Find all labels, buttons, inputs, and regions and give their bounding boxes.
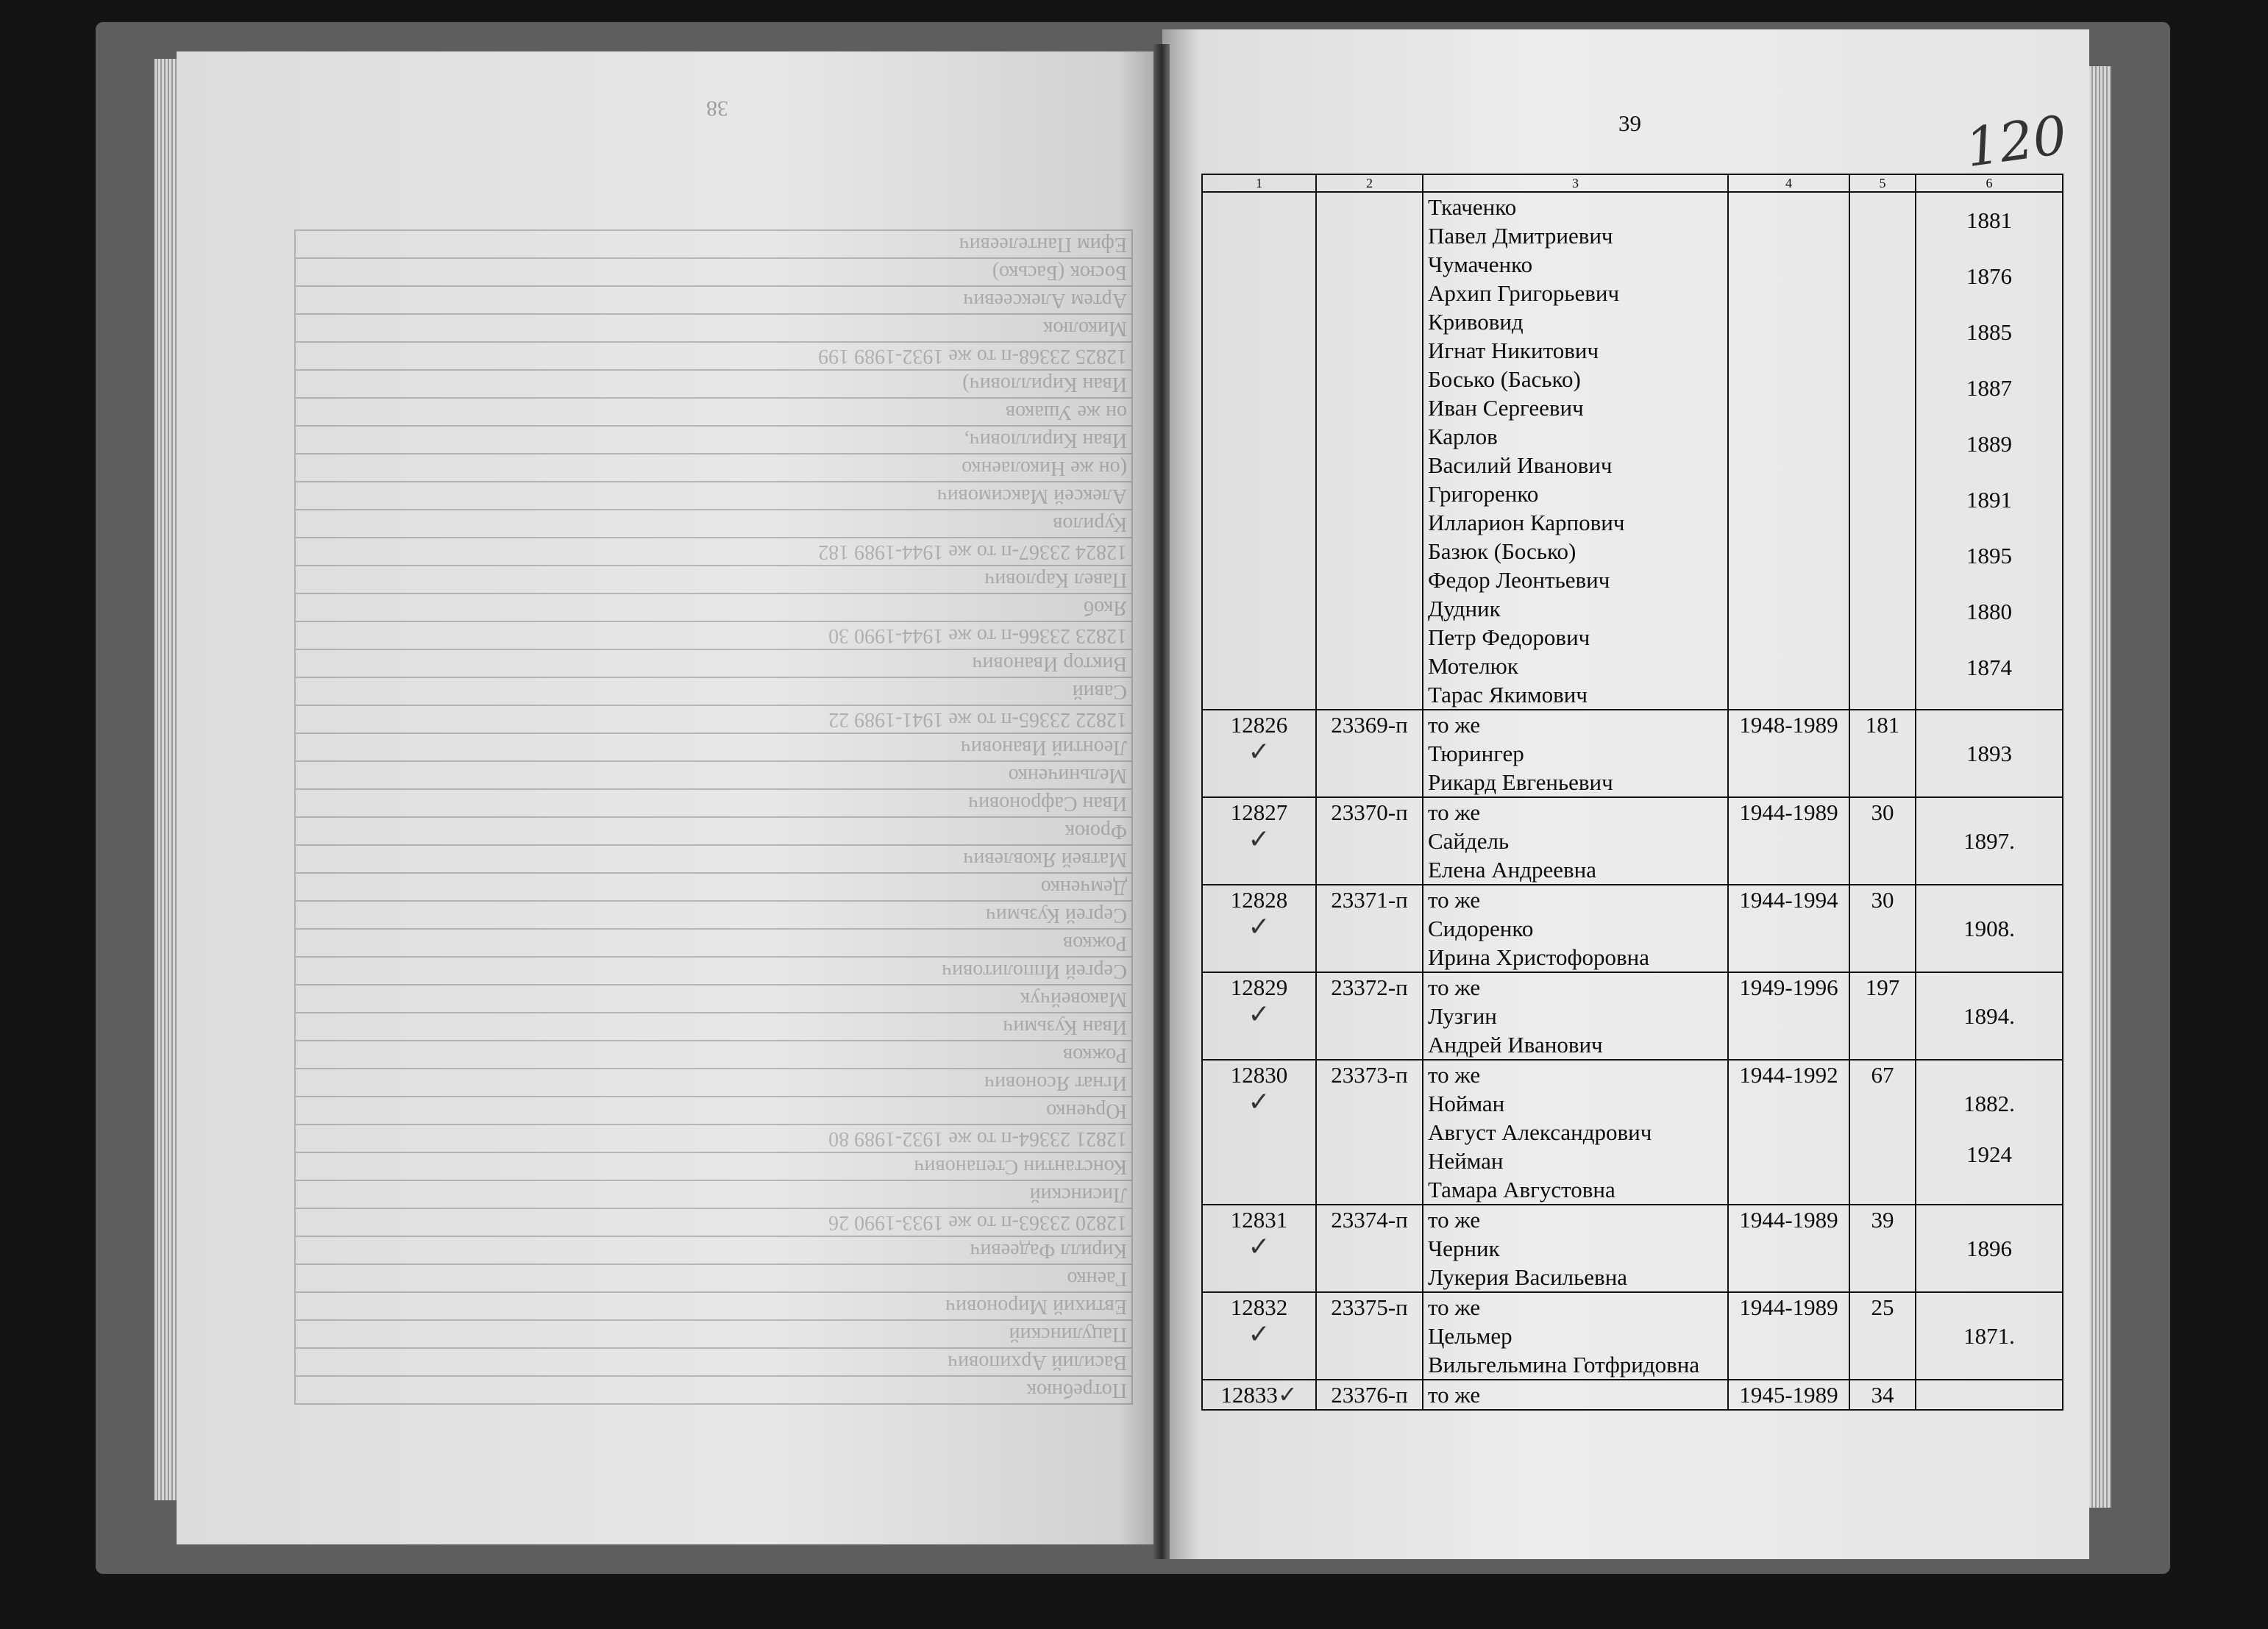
- cell-birth-years: [1916, 972, 2063, 1060]
- cell-names: [1423, 1380, 1728, 1410]
- cell-period: [1728, 797, 1849, 885]
- bleed-row: [295, 482, 1132, 510]
- bleed-row: [295, 817, 1132, 845]
- person-name: Григоренко: [1428, 481, 1539, 507]
- bleed-line: Иван Кириллович): [295, 370, 1132, 398]
- cell-code: [1316, 1292, 1423, 1380]
- sheet-count: 30: [1871, 799, 1894, 825]
- date-range: 1949-1996: [1739, 974, 1838, 1000]
- bleed-line: он же Ушаков: [295, 398, 1132, 426]
- checkmark-icon: ✓: [1277, 1381, 1298, 1408]
- person-name: Базюк (Босько): [1428, 538, 1576, 564]
- bleed-line: Маковейчук: [295, 985, 1132, 1013]
- cell-count: [1849, 710, 1916, 797]
- checkmark-icon: ✓: [1248, 824, 1270, 854]
- bleed-row: [295, 761, 1132, 789]
- bleed-line: Иван Сафронович: [295, 789, 1132, 817]
- bleed-row: [295, 454, 1132, 482]
- table-row: [1202, 1205, 2063, 1292]
- bleed-row: [295, 1041, 1132, 1069]
- person-name: Нойман: [1428, 1091, 1505, 1116]
- cell-num: [1202, 797, 1316, 885]
- person-name: Игнат Никитович: [1428, 338, 1599, 363]
- bleed-row: [295, 314, 1132, 342]
- bleed-line: Евтихий Миронович: [295, 1292, 1132, 1320]
- spacer: [1921, 1061, 2058, 1089]
- cell-count: [1849, 1292, 1916, 1380]
- table-row: [1202, 1380, 2063, 1410]
- registry-table: [1201, 174, 2063, 1411]
- person-name: Елена Андреевна: [1428, 857, 1597, 883]
- cell-count: [1849, 797, 1916, 885]
- sheet-count: 25: [1871, 1294, 1894, 1320]
- bleed-row: [295, 510, 1132, 538]
- table-row: [1202, 885, 2063, 972]
- cell-num: [1202, 192, 1316, 710]
- checkmark-icon: ✓: [1248, 999, 1270, 1029]
- checkmark-icon: ✓: [1248, 1087, 1270, 1116]
- bleed-line: Пацулинский: [295, 1320, 1132, 1348]
- cell-names: [1423, 1205, 1728, 1292]
- bleed-row: [295, 957, 1132, 985]
- bleed-line: Леонтий Иванович: [295, 733, 1132, 761]
- cell-code: [1316, 1380, 1423, 1410]
- record-number: 12833: [1220, 1382, 1278, 1408]
- bleed-row: [295, 426, 1132, 454]
- file-code: 23369-п: [1331, 712, 1408, 738]
- bleed-line: (он же Николаенко: [295, 454, 1132, 482]
- cell-birth-years: [1916, 710, 2063, 797]
- spacer: [1921, 710, 2058, 739]
- same-as-note: то же: [1428, 712, 1481, 738]
- date-range: 1945-1989: [1739, 1382, 1838, 1408]
- cell-code: [1316, 797, 1423, 885]
- checkmark-icon: ✓: [1248, 1319, 1270, 1349]
- bleed-row: [295, 538, 1132, 566]
- bleed-line: 12821 23364-п то же 1932-1989 80: [295, 1124, 1132, 1152]
- cell-code: [1316, 972, 1423, 1060]
- birth-year: 1871.: [1963, 1323, 2015, 1349]
- bleed-row: [295, 594, 1132, 621]
- bleed-row: [295, 929, 1132, 957]
- bleed-line: Юрченко: [295, 1097, 1132, 1124]
- table-row: [1202, 1292, 2063, 1380]
- birth-year: 1924: [1966, 1141, 2012, 1167]
- person-name: Тарас Якимович: [1428, 682, 1588, 707]
- spacer: [1921, 1205, 2058, 1234]
- bleed-line: Кирилл Фадеевич: [295, 1236, 1132, 1264]
- cell-names: [1423, 1060, 1728, 1205]
- bleed-row: [295, 733, 1132, 761]
- bleed-line: 12824 23367-п то же 1944-1989 182: [295, 538, 1132, 566]
- bleed-line: Рожков: [295, 1041, 1132, 1069]
- birth-year: 1908.: [1963, 916, 2015, 941]
- person-name: Нейман: [1428, 1148, 1504, 1174]
- birth-year: 1893: [1966, 741, 2012, 766]
- checkmark-icon: ✓: [1248, 912, 1270, 941]
- file-code: 23376-п: [1331, 1382, 1408, 1408]
- person-name: Архип Григорьевич: [1428, 280, 1620, 306]
- bleed-line: Виктор Иванович: [295, 649, 1132, 677]
- cell-names: [1423, 797, 1728, 885]
- checkmark-icon: ✓: [1248, 737, 1270, 766]
- person-name: Дудник: [1428, 596, 1501, 621]
- sheet-count: 30: [1871, 887, 1894, 913]
- bleed-row: [295, 1236, 1132, 1264]
- cell-period: [1728, 885, 1849, 972]
- person-name: Вильгельмина Готфридовна: [1428, 1352, 1700, 1377]
- bleed-row: [295, 1208, 1132, 1236]
- file-code: 23375-п: [1331, 1294, 1408, 1320]
- column-header: 2: [1316, 174, 1423, 192]
- bleed-line: Василий Архипович: [295, 1348, 1132, 1376]
- table-row: [1202, 972, 2063, 1060]
- cell-names: [1423, 885, 1728, 972]
- cell-birth-years: [1916, 1060, 2063, 1205]
- bleed-line: Иван Кириллович,: [295, 426, 1132, 454]
- person-name: Федор Леонтьевич: [1428, 567, 1610, 593]
- cell-birth-years: [1916, 797, 2063, 885]
- bleed-line: 12822 23365-п то же 1941-1989 22: [295, 705, 1132, 733]
- cell-code: [1316, 885, 1423, 972]
- record-number: 12829: [1230, 974, 1288, 1000]
- bleed-line: Константин Степанович: [295, 1152, 1132, 1180]
- bleed-row: [295, 1320, 1132, 1348]
- bleed-line: Алексей Максимович: [295, 482, 1132, 510]
- bleed-table: [294, 229, 1133, 1405]
- birth-year: 1897.: [1963, 828, 2015, 854]
- cell-count: [1849, 1060, 1916, 1205]
- bleed-row: [295, 901, 1132, 929]
- birth-year: 1894.: [1963, 1003, 2015, 1029]
- person-name: Лукерия Васильевна: [1428, 1264, 1628, 1290]
- cell-period: [1728, 1380, 1849, 1410]
- same-as-note: то же: [1428, 1207, 1481, 1233]
- cell-birth-years: [1916, 192, 2063, 710]
- cell-num: [1202, 972, 1316, 1060]
- birth-year: 1896: [1966, 1236, 2012, 1261]
- cell-names: [1423, 710, 1728, 797]
- person-name: Тюрингер: [1428, 741, 1524, 766]
- sheet-count: 181: [1865, 712, 1900, 738]
- column-header: 4: [1728, 174, 1849, 192]
- person-name: Ирина Христофоровна: [1428, 944, 1650, 970]
- person-name: Цельмер: [1428, 1323, 1512, 1349]
- date-range: 1944-1989: [1739, 1207, 1838, 1233]
- bleed-row: [295, 705, 1132, 733]
- bleed-line: Курилов: [295, 510, 1132, 538]
- bleed-line: 12820 23363-п то же 1933-1990 26: [295, 1208, 1132, 1236]
- column-header: 5: [1849, 174, 1916, 192]
- person-name: Павел Дмитриевич: [1428, 223, 1613, 249]
- checkmark-icon: ✓: [1248, 1232, 1270, 1261]
- person-name: Чумаченко: [1428, 252, 1533, 277]
- cell-count: [1849, 1380, 1916, 1410]
- spacer: [1921, 1293, 2058, 1322]
- person-name: Петр Федорович: [1428, 624, 1590, 650]
- bleed-line: 12825 23368-п то же 1932-1989 199: [295, 342, 1132, 370]
- bleed-line: Матвей Яковлевич: [295, 845, 1132, 873]
- bleed-row: [295, 789, 1132, 817]
- person-name: Иван Сергеевич: [1428, 395, 1584, 421]
- same-as-note: то же: [1428, 799, 1481, 825]
- cell-code: [1316, 710, 1423, 797]
- bleed-row: [295, 985, 1132, 1013]
- cell-count: [1849, 1205, 1916, 1292]
- cell-birth-years: [1916, 1205, 2063, 1292]
- record-number: 12831: [1230, 1207, 1288, 1233]
- bleed-row: [295, 1348, 1132, 1376]
- page-number: 39: [1618, 110, 1641, 136]
- cell-period: [1728, 1205, 1849, 1292]
- column-header-row: [1202, 174, 2063, 192]
- cell-num: [1202, 710, 1316, 797]
- record-number: 12826: [1230, 712, 1288, 738]
- file-code: 23374-п: [1331, 1207, 1408, 1233]
- birth-year: 1874: [1966, 655, 2012, 680]
- cell-birth-years: [1916, 885, 2063, 972]
- cell-count: [1849, 972, 1916, 1060]
- bleed-line: Сергей Ипполитович: [295, 957, 1132, 985]
- bleed-line: Гаенко: [295, 1264, 1132, 1292]
- person-name: Мотелюк: [1428, 653, 1518, 679]
- bleed-line: Сергей Кузьмич: [295, 901, 1132, 929]
- column-header: 3: [1423, 174, 1728, 192]
- bleed-line: 12823 23366-п то же 1944-1990 30: [295, 621, 1132, 649]
- bleed-row: [295, 286, 1132, 314]
- table-row: [1202, 1060, 2063, 1205]
- sheet-count: 39: [1871, 1207, 1894, 1233]
- cell-code: [1316, 1205, 1423, 1292]
- bleed-line: Мельниченко: [295, 761, 1132, 789]
- sheet-count: 197: [1865, 974, 1900, 1000]
- bleed-line: Рожков: [295, 929, 1132, 957]
- table-row: [1202, 797, 2063, 885]
- cell-names: [1423, 1292, 1728, 1380]
- record-number: 12828: [1230, 887, 1288, 913]
- cell-num: [1202, 1060, 1316, 1205]
- record-number: 12832: [1230, 1294, 1288, 1320]
- bleed-line: Потребнюк: [295, 1376, 1132, 1404]
- person-name: Карлов: [1428, 424, 1498, 449]
- date-range: 1944-1989: [1739, 1294, 1838, 1320]
- date-range: 1948-1989: [1739, 712, 1838, 738]
- table-row: [1202, 710, 2063, 797]
- bleed-line: Босюк (Басько): [295, 258, 1132, 286]
- record-number: 12830: [1230, 1062, 1288, 1088]
- bleed-row: [295, 1376, 1132, 1404]
- person-name: Кривовид: [1428, 309, 1524, 335]
- bleed-row: [295, 1069, 1132, 1097]
- bleed-line: Демченко: [295, 873, 1132, 901]
- cell-names: [1423, 192, 1728, 710]
- bleed-row: [295, 621, 1132, 649]
- birth-year: 1882.: [1963, 1091, 2015, 1116]
- person-name: Василий Иванович: [1428, 452, 1613, 478]
- bleed-page-number: 38: [706, 96, 728, 121]
- person-name: Андрей Иванович: [1428, 1032, 1603, 1058]
- sheet-count: 67: [1871, 1062, 1894, 1088]
- bleed-row: [295, 230, 1132, 258]
- spacer: [1921, 798, 2058, 827]
- bleed-row: [295, 845, 1132, 873]
- bleed-through-text: [294, 169, 1133, 1405]
- person-name: Ткаченко: [1428, 194, 1517, 220]
- cell-num: [1202, 1380, 1316, 1410]
- person-name: Август Александрович: [1428, 1119, 1652, 1145]
- date-range: 1944-1992: [1739, 1062, 1838, 1088]
- person-name: Босько (Басько): [1428, 366, 1581, 392]
- cell-period: [1728, 710, 1849, 797]
- bleed-row: [295, 1097, 1132, 1124]
- bleed-line: Игнат Ясонович: [295, 1069, 1132, 1097]
- cell-num: [1202, 1205, 1316, 1292]
- cell-period: [1728, 1292, 1849, 1380]
- bleed-line: Миколюк: [295, 314, 1132, 342]
- bleed-row: [295, 1124, 1132, 1152]
- bleed-row: [295, 1152, 1132, 1180]
- book-gutter: [1153, 44, 1170, 1559]
- person-name: Сидоренко: [1428, 916, 1534, 941]
- person-name: Тамара Августовна: [1428, 1177, 1615, 1202]
- file-code: 23371-п: [1331, 887, 1408, 913]
- cell-period: [1728, 192, 1849, 710]
- birth-year: 1887: [1966, 375, 2012, 401]
- cell-code: [1316, 192, 1423, 710]
- bleed-line: Артем Алексеевич: [295, 286, 1132, 314]
- bleed-row: [295, 1292, 1132, 1320]
- cell-birth-years: [1916, 1292, 2063, 1380]
- birth-year: 1889: [1966, 431, 2012, 457]
- bleed-line: Савий: [295, 677, 1132, 705]
- bleed-line: Павел Карлович: [295, 566, 1132, 594]
- bleed-line: Ефим Пантелеевич: [295, 230, 1132, 258]
- record-number: 12827: [1230, 799, 1288, 825]
- handwritten-archive-number: 120: [1961, 103, 2071, 179]
- file-code: 23370-п: [1331, 799, 1408, 825]
- same-as-note: то же: [1428, 1382, 1481, 1408]
- bleed-row: [295, 342, 1132, 370]
- birth-year: 1880: [1966, 599, 2012, 624]
- bleed-row: [295, 1013, 1132, 1041]
- date-range: 1944-1989: [1739, 799, 1838, 825]
- bleed-line: Фроюк: [295, 817, 1132, 845]
- spacer: [1921, 885, 2058, 914]
- spacer: [1921, 973, 2058, 1002]
- person-name: Рикард Евгеньевич: [1428, 769, 1613, 795]
- cell-count: [1849, 192, 1916, 710]
- bleed-line: Иван Кузьмич: [295, 1013, 1132, 1041]
- file-code: 23372-п: [1331, 974, 1408, 1000]
- bleed-row: [295, 370, 1132, 398]
- bleed-line: Лисинский: [295, 1180, 1132, 1208]
- bleed-row: [295, 566, 1132, 594]
- person-name: Илларион Карпович: [1428, 510, 1625, 535]
- bleed-row: [295, 677, 1132, 705]
- birth-year: 1881: [1966, 207, 2012, 233]
- same-as-note: то же: [1428, 1062, 1481, 1088]
- birth-year: 1891: [1966, 487, 2012, 513]
- bleed-row: [295, 649, 1132, 677]
- bleed-row: [295, 258, 1132, 286]
- file-code: 23373-п: [1331, 1062, 1408, 1088]
- bleed-row: [295, 873, 1132, 901]
- bleed-line: Якоб: [295, 594, 1132, 621]
- column-header: 6: [1916, 174, 2063, 192]
- bleed-row: [295, 1264, 1132, 1292]
- bleed-row: [295, 398, 1132, 426]
- same-as-note: то же: [1428, 1294, 1481, 1320]
- cell-code: [1316, 1060, 1423, 1205]
- person-name: Сайдель: [1428, 828, 1510, 854]
- continuation-row: [1202, 192, 2063, 710]
- person-name: Лузгин: [1428, 1003, 1497, 1029]
- cell-num: [1202, 885, 1316, 972]
- birth-year: 1876: [1966, 263, 2012, 289]
- person-name: Черник: [1428, 1236, 1500, 1261]
- birth-year: 1895: [1966, 543, 2012, 568]
- same-as-note: то же: [1428, 887, 1481, 913]
- bleed-row: [295, 1180, 1132, 1208]
- cell-birth-years: [1916, 1380, 2063, 1410]
- cell-period: [1728, 972, 1849, 1060]
- same-as-note: то же: [1428, 974, 1481, 1000]
- cell-num: [1202, 1292, 1316, 1380]
- sheet-count: 34: [1871, 1382, 1894, 1408]
- cell-count: [1849, 885, 1916, 972]
- column-header: 1: [1202, 174, 1316, 192]
- cell-names: [1423, 972, 1728, 1060]
- date-range: 1944-1994: [1739, 887, 1838, 913]
- cell-period: [1728, 1060, 1849, 1205]
- birth-year: 1885: [1966, 319, 2012, 345]
